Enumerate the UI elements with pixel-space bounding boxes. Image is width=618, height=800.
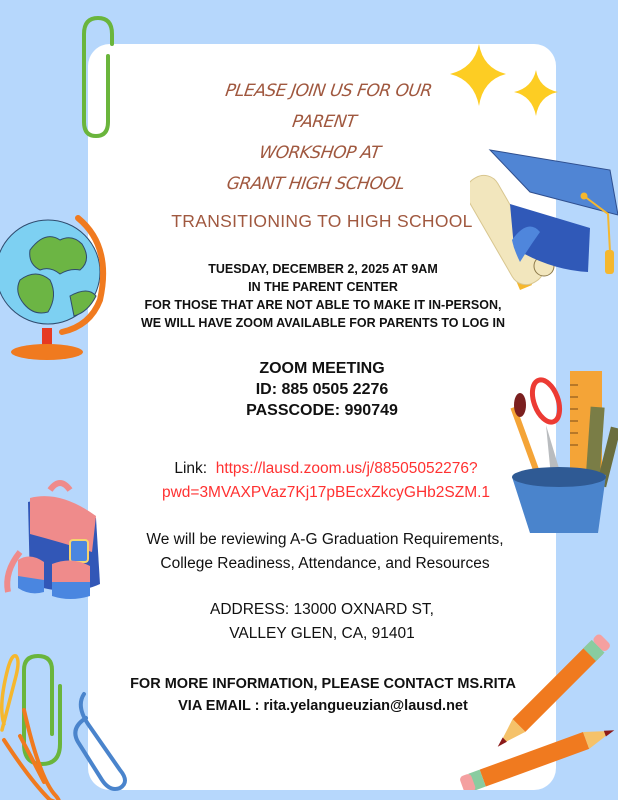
zoom-info [88, 358, 556, 421]
contact-line: FOR MORE INFORMATION, PLEASE CONTACT MS.RITA [130, 676, 516, 692]
contact-email[interactable]: VIA EMAIL : rita.yelangueuzian@lausd.net [178, 698, 468, 714]
review-line: College Readiness, Attendance, and Resources [160, 555, 490, 572]
address-line: ADDRESS: 13000 OXNARD ST, [210, 601, 434, 618]
contact-info [90, 673, 556, 717]
zoom-link[interactable]: https://lausd.zoom.us/j/88505052276? [215, 460, 478, 477]
review-line: We will be reviewing A-G Graduation Requirements, [146, 531, 504, 548]
subtitle: TRANSITIONING TO HIGH SCHOOL [171, 211, 473, 231]
address-line: VALLEY GLEN, CA, 91401 [229, 625, 415, 642]
link-label: Link: [174, 460, 208, 477]
title-line: GRANT HIGH SCHOOL [225, 174, 406, 194]
zoom-link-block [96, 457, 556, 505]
zoom-id: ID: 885 0505 2276 [255, 381, 389, 398]
title-line: WORKSHOP AT [257, 143, 382, 163]
zoom-title: ZOOM MEETING [259, 360, 385, 377]
workshop-title [79, 76, 564, 200]
zoom-passcode: PASSCODE: 990749 [246, 402, 398, 419]
zoom-link-continued[interactable]: pwd=3MVAXPVaz7Kj17pBEcxZkcyGHb2SZM.1 [161, 484, 491, 501]
address [88, 598, 556, 646]
title-line: PARENT [290, 112, 358, 132]
event-remote-note: FOR THOSE THAT ARE NOT ABLE TO MAKE IT IN-PERSON, [144, 298, 502, 312]
event-date: TUESDAY, DECEMBER 2, 2025 AT 9AM [208, 262, 438, 276]
event-details [92, 260, 554, 332]
review-topics [90, 528, 560, 576]
event-location: IN THE PARENT CENTER [248, 280, 398, 294]
title-line: PLEASE JOIN US FOR OUR [224, 81, 434, 101]
event-remote-note: WE WILL HAVE ZOOM AVAILABLE FOR PARENTS TO LOG IN [140, 316, 506, 330]
